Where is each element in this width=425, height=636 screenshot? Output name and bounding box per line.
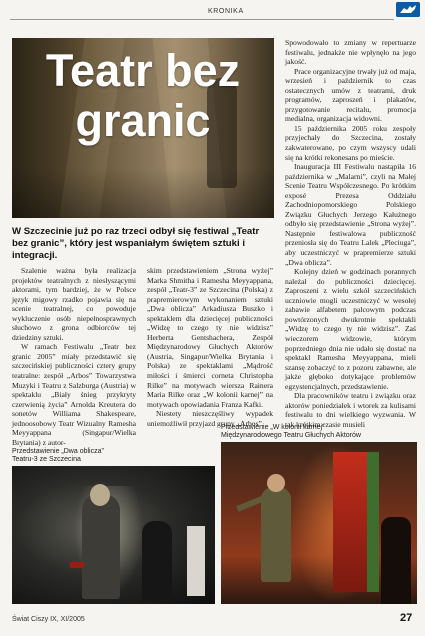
- paragraph: Kolejny dzień w godzinach porannych należał do publiczności dziecięcej. Zaproszeni z wielu szkół szczecińskich uczniowie mogli uczestniczyć w wesołej zabawie alfabetem palcowym podczas powtórzonych dwukrotnie spektakli „Widzę to czego ty nie widzisz”. Zaś wieczorem widzowie, którym poprzedniego dnia nie udało się dostać na spektakl Ramesha Meyyappana, mieli szansę zobaczyć to z pozoru zabawne, ale jakże głęboko dotykające problemów egzystencjalnych, przedstawienie.: [285, 267, 416, 391]
- paragraph: Niestety nieszczęśliwy wypadek uniemożliwił przyjazd grupy „Arbos”.: [147, 409, 273, 428]
- paragraph: Inauguracja III Festiwalu nastąpiła 16 października w „Malarni”, czyli na Małej Scenie Teatru Współczesnego. Po krótkim exposé Prezesa Oddziału Zachodniopomorskiego Polskiego Związku Głuchych Jerzego Kałużnego odbyło się przedstawienie „Strona wyżej”. Następnie festiwalowa publiczność przeniosła się do Teatru Lalek „Pleciuga”, aby uczestniczyć w prapremierze sztuki „Dwa oblicza”.: [285, 162, 416, 267]
- actor-figure: [142, 521, 172, 601]
- white-panel: [187, 526, 205, 596]
- article-lead: W Szczecinie już po raz trzeci odbył się festiwal „Teatr bez granic”, który jest wspaniałym świętem sztuki i integracji.: [12, 226, 260, 261]
- photo-w-kolonii-karnej: [221, 442, 417, 604]
- section-label: KRONIKA: [208, 8, 244, 15]
- red-accent: [70, 562, 84, 568]
- photo-dwa-oblicza: [12, 466, 215, 604]
- header-rule: [10, 19, 394, 20]
- text-column-2: [147, 266, 273, 428]
- paragraph: W ramach Festiwalu „Teatr bez granic 2005” miały przedstawić się szczecińskiej publiczności cztery grupy teatralne: zespół „Arbos” Towarzystwa Muzyki i Teatru z Salzburga (Austria) w spektaklu „Biały śnieg przykryty czerwienią życia” Arnolda Kreutera do sonetów Williama Shakespeare, jednoosobowy Teatr Wizualny Ramesha Meyyappana (Singapur/Wielka Brytania) z autor-: [12, 342, 136, 447]
- text-column-1: [12, 266, 136, 447]
- paragraph: Szalenie ważna była realizacja projektów teatralnych z niesłyszącymi aktorami, tym bardziej, że w Polsce język migowy rzadko pojawia się na scenie teatralnej, co powoduje wykluczenie osób niepełnosprawnych słuchowo z grona odbiorców tej dziedziny sztuki.: [12, 266, 136, 342]
- article-title-line2: granic: [75, 95, 211, 146]
- red-drape: [333, 452, 367, 592]
- photo-caption-1: [12, 448, 212, 465]
- paragraph: 15 października 2005 roku zespoły przyjechały do Szczecina, zostały zakwaterowane, po czym wszyscy udali się na krótki rekonesans po mieście.: [285, 123, 416, 162]
- actor-head: [90, 484, 110, 506]
- issue-info: Świat Ciszy IX, XI/2005: [12, 616, 85, 623]
- dark-figure: [381, 517, 411, 604]
- green-drape: [367, 452, 379, 592]
- caption-line: Przedstawienie „W kolonii karnej”: [221, 424, 325, 431]
- paragraph: Dla pracowników teatru i związku oraz aktorów poniedziałek i wtorek za kulisami festiwalu to dni wielkiego wyzwania. W tak krótkim czasie musieli: [285, 391, 416, 429]
- hero-shadow: [12, 168, 274, 218]
- actor-figure: [82, 494, 120, 599]
- page-number: 27: [400, 612, 413, 624]
- paragraph: skim przedstawieniem „Strona wyżej” Marka Shmitha i Ramesha Meyyappana, zespół „Teatr-3” ze Szczecina (Polska) z prapremierowym wykonaniem sztuki „Dwa oblicza” Arkadiusza Buszko i spektaklem dla dziecięcej publiczności „Widzę to czego ty nie widzisz” Herberta Gentshachera, Zespół Międzynarodowy Głuchych Aktorów (Austria, Singapur/Wielka Brytania i Polska) ze spektaklami „Mądrość miłości i śmierci corneta Christopha Rilke” na motywach wiersza Rainera Maria Rilke oraz „W kolonii karnej” na motywach opowiadania Franza Kafki.: [147, 266, 273, 409]
- caption-line: Przedstawienie „Dwa oblicza”: [12, 448, 104, 455]
- actor-head: [267, 474, 285, 492]
- caption-line: Teatru-3 ze Szczecina: [12, 456, 81, 464]
- caption-line: Międzynarodowego Teatru Głuchych Aktorów: [221, 432, 361, 440]
- paragraph: Prace organizacyjne trwały już od maja, wrzesień i październik to czas ostatecznych umów z teatrami, druk programów, zaproszeń i plakatów, przygotowanie recitalu, promocja medialna, organizacja widowni.: [285, 66, 416, 124]
- photo-caption-2: [221, 424, 421, 441]
- actor-figure: [261, 487, 291, 582]
- paragraph: Spowodowało to zmiany w repertuarze festiwalu, jednakże nie wpłynęło na jego jakość.: [285, 38, 416, 67]
- magazine-logo: [396, 2, 420, 17]
- hero-photo: [12, 38, 274, 218]
- article-title-line1: Teatr bez: [45, 45, 241, 96]
- hand-logo-icon: [396, 2, 420, 17]
- text-column-3: [285, 38, 416, 429]
